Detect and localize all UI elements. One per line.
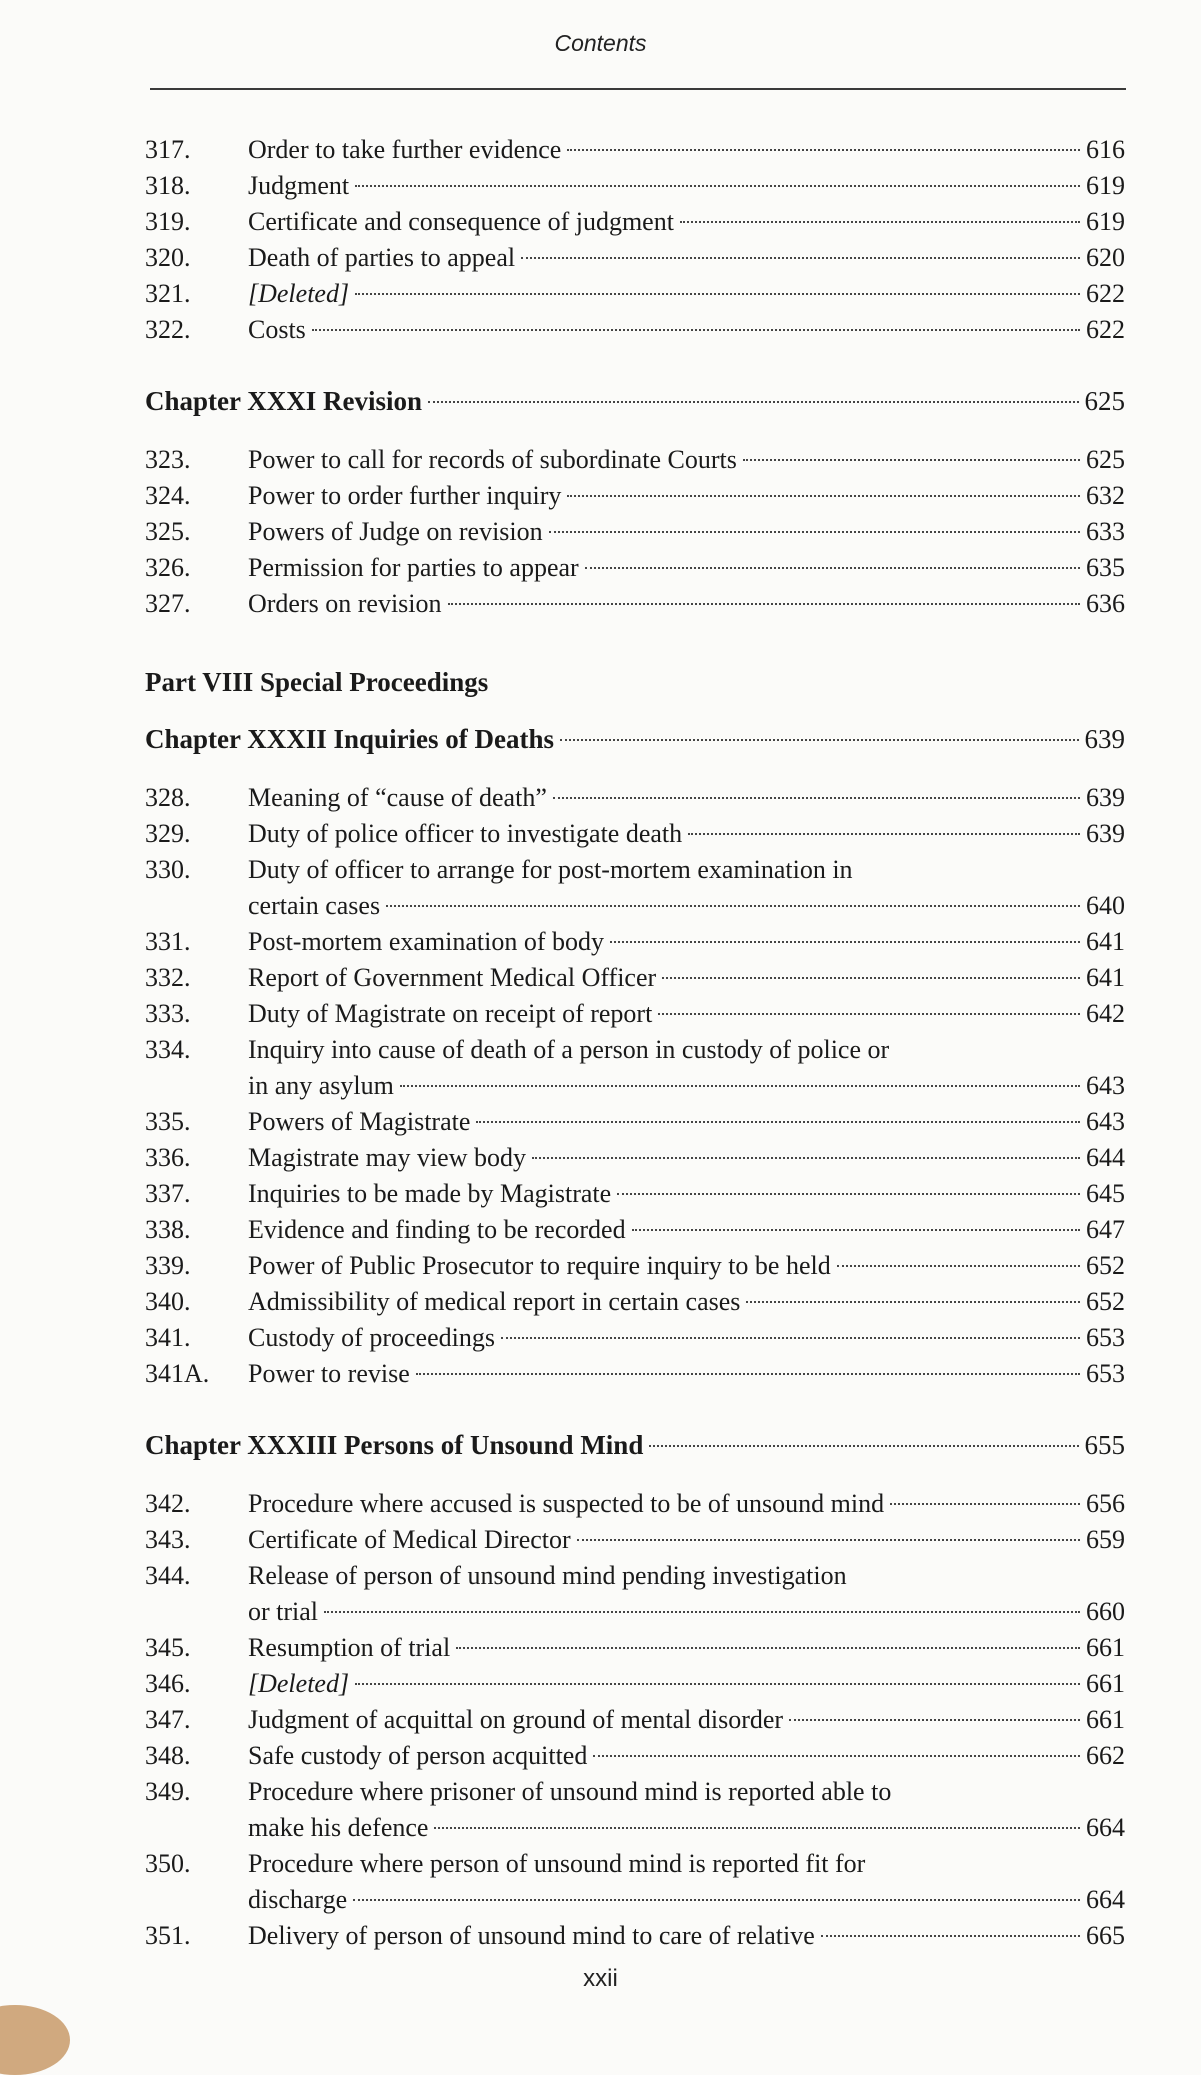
page-number: 653 bbox=[1086, 1323, 1125, 1352]
section-title: Post-mortem examination of body bbox=[248, 927, 605, 956]
section-number: 332. bbox=[145, 963, 191, 992]
toc-entry[interactable] bbox=[145, 1032, 1125, 1104]
toc-entry[interactable] bbox=[145, 816, 1125, 852]
dot-leader bbox=[416, 1373, 1080, 1375]
dot-leader bbox=[428, 401, 1078, 403]
section-number: 347. bbox=[145, 1705, 191, 1734]
toc-entry[interactable] bbox=[145, 204, 1125, 240]
section-number: 350. bbox=[145, 1849, 191, 1878]
chapter-heading[interactable] bbox=[145, 1430, 1125, 1474]
toc-entry[interactable] bbox=[145, 132, 1125, 168]
section-number: 335. bbox=[145, 1107, 191, 1136]
dot-leader bbox=[658, 1013, 1080, 1015]
section-number: 351. bbox=[145, 1921, 191, 1950]
section-title: Permission for parties to appear bbox=[248, 553, 579, 582]
section-title-line1: Duty of officer to arrange for post-mortem examination in bbox=[248, 855, 853, 884]
page-number: 619 bbox=[1086, 207, 1125, 236]
page-number: 639 bbox=[1086, 819, 1125, 848]
toc-entry[interactable] bbox=[145, 1558, 1125, 1630]
dot-leader bbox=[662, 977, 1080, 979]
chapter-heading[interactable] bbox=[145, 386, 1125, 430]
section-number: 340. bbox=[145, 1287, 191, 1316]
section-title: Report of Government Medical Officer bbox=[248, 963, 657, 992]
section-number: 348. bbox=[145, 1741, 191, 1770]
page-number: 644 bbox=[1086, 1143, 1125, 1172]
section-title-line2: or trial bbox=[248, 1597, 319, 1626]
toc-entry[interactable] bbox=[145, 852, 1125, 924]
toc-entry[interactable] bbox=[145, 780, 1125, 816]
page-number: 635 bbox=[1086, 553, 1125, 582]
dot-leader bbox=[324, 1611, 1080, 1613]
section-title-line1: Procedure where person of unsound mind is reported fit for bbox=[248, 1849, 866, 1878]
section-number: 346. bbox=[145, 1669, 191, 1698]
dot-leader bbox=[434, 1827, 1080, 1829]
section-number: 318. bbox=[145, 171, 191, 200]
section-title: Order to take further evidence bbox=[248, 135, 562, 164]
toc-entry[interactable] bbox=[145, 276, 1125, 312]
page-number: 625 bbox=[1084, 386, 1125, 416]
dot-leader bbox=[312, 329, 1080, 331]
dot-leader bbox=[560, 739, 1078, 741]
dot-leader bbox=[549, 531, 1080, 533]
dot-leader bbox=[789, 1719, 1080, 1721]
chapter-title: Chapter XXXIII Persons of Unsound Mind bbox=[145, 1430, 644, 1460]
section-title: Custody of proceedings bbox=[248, 1323, 495, 1352]
section-title-line2: discharge bbox=[248, 1885, 348, 1914]
page-number: 641 bbox=[1086, 927, 1125, 956]
section-title-line1: Procedure where prisoner of unsound mind is reported able to bbox=[248, 1777, 892, 1806]
section-number: 341A. bbox=[145, 1359, 210, 1388]
toc-entry[interactable] bbox=[145, 586, 1125, 622]
toc-entry[interactable] bbox=[145, 1248, 1125, 1284]
page-number: 647 bbox=[1086, 1215, 1125, 1244]
section-title-line1: Inquiry into cause of death of a person in custody of police or bbox=[248, 1035, 890, 1064]
dot-leader bbox=[448, 603, 1080, 605]
dot-leader bbox=[617, 1193, 1080, 1195]
chapter-title: Chapter XXXII Inquiries of Deaths bbox=[145, 724, 555, 754]
section-title: Admissibility of medical report in certain cases bbox=[248, 1287, 741, 1316]
section-title: Procedure where accused is suspected to be of unsound mind bbox=[248, 1489, 885, 1518]
section-title: Evidence and finding to be recorded bbox=[248, 1215, 626, 1244]
toc-entry[interactable] bbox=[145, 478, 1125, 514]
section-number: 328. bbox=[145, 783, 191, 812]
page-number: 645 bbox=[1086, 1179, 1125, 1208]
section-number: 319. bbox=[145, 207, 191, 236]
page-number: 622 bbox=[1086, 279, 1125, 308]
section-title: [Deleted] bbox=[248, 279, 350, 308]
section-number: 323. bbox=[145, 445, 191, 474]
section-number: 330. bbox=[145, 855, 191, 884]
section-number: 324. bbox=[145, 481, 191, 510]
section-number: 327. bbox=[145, 589, 191, 618]
dot-leader bbox=[400, 1085, 1080, 1087]
page-number: 636 bbox=[1086, 589, 1125, 618]
page-number: 653 bbox=[1086, 1359, 1125, 1388]
page-number: 661 bbox=[1086, 1705, 1125, 1734]
toc-entry[interactable] bbox=[145, 550, 1125, 586]
dot-leader bbox=[585, 567, 1080, 569]
toc-entry[interactable] bbox=[145, 1140, 1125, 1176]
toc-entry[interactable] bbox=[145, 1918, 1125, 1954]
section-title: Meaning of “cause of death” bbox=[248, 783, 547, 812]
toc-entry[interactable] bbox=[145, 312, 1125, 348]
page-number: 655 bbox=[1084, 1430, 1125, 1460]
page-number: 641 bbox=[1086, 963, 1125, 992]
page-number: 643 bbox=[1086, 1107, 1125, 1136]
section-number: 343. bbox=[145, 1525, 191, 1554]
dot-leader bbox=[521, 257, 1080, 259]
section-title: Safe custody of person acquitted bbox=[248, 1741, 588, 1770]
page-number: 662 bbox=[1086, 1741, 1125, 1770]
dot-leader bbox=[355, 1683, 1080, 1685]
section-title-line2: make his defence bbox=[248, 1813, 429, 1842]
section-number: 345. bbox=[145, 1633, 191, 1662]
thumb-shadow bbox=[0, 2005, 70, 2075]
page-number: 633 bbox=[1086, 517, 1125, 546]
toc-entry[interactable] bbox=[145, 924, 1125, 960]
page-number: 656 bbox=[1086, 1489, 1125, 1518]
section-title-line2: certain cases bbox=[248, 891, 381, 920]
dot-leader bbox=[746, 1301, 1080, 1303]
page-number: 639 bbox=[1086, 783, 1125, 812]
section-number: 331. bbox=[145, 927, 191, 956]
toc-entry[interactable] bbox=[145, 1846, 1125, 1918]
toc-entry[interactable] bbox=[145, 442, 1125, 478]
page-number: 661 bbox=[1086, 1633, 1125, 1662]
toc-entry[interactable] bbox=[145, 1212, 1125, 1248]
page-number: 659 bbox=[1086, 1525, 1125, 1554]
toc-entry[interactable] bbox=[145, 168, 1125, 204]
section-title: Duty of police officer to investigate death bbox=[248, 819, 683, 848]
toc-entry[interactable] bbox=[145, 996, 1125, 1032]
page-number: 661 bbox=[1086, 1669, 1125, 1698]
toc-entry[interactable] bbox=[145, 960, 1125, 996]
page-number: 642 bbox=[1086, 999, 1125, 1028]
section-title: Powers of Judge on revision bbox=[248, 517, 543, 546]
table-of-contents bbox=[145, 132, 1125, 1954]
section-number: 341. bbox=[145, 1323, 191, 1352]
section-title: Power to call for records of subordinate Courts bbox=[248, 445, 737, 474]
section-title: Orders on revision bbox=[248, 589, 442, 618]
dot-leader bbox=[532, 1157, 1080, 1159]
dot-leader bbox=[610, 941, 1080, 943]
toc-entry[interactable] bbox=[145, 1284, 1125, 1320]
toc-entry[interactable] bbox=[145, 240, 1125, 276]
toc-entry[interactable] bbox=[145, 1320, 1125, 1356]
section-number: 325. bbox=[145, 517, 191, 546]
page-number: 664 bbox=[1086, 1885, 1125, 1914]
toc-entry[interactable] bbox=[145, 514, 1125, 550]
page-number: 639 bbox=[1084, 724, 1125, 754]
section-title: Power to revise bbox=[248, 1359, 410, 1388]
section-title-line2: in any asylum bbox=[248, 1071, 394, 1100]
section-number: 337. bbox=[145, 1179, 191, 1208]
page-number: 640 bbox=[1086, 891, 1125, 920]
toc-entry[interactable] bbox=[145, 1738, 1125, 1774]
dot-leader bbox=[567, 149, 1080, 151]
dot-leader bbox=[577, 1539, 1080, 1541]
dot-leader bbox=[890, 1503, 1080, 1505]
toc-entry[interactable] bbox=[145, 1176, 1125, 1212]
dot-leader bbox=[501, 1337, 1080, 1339]
dot-leader bbox=[353, 1899, 1080, 1901]
section-number: 329. bbox=[145, 819, 191, 848]
dot-leader bbox=[821, 1935, 1080, 1937]
header-rule bbox=[150, 88, 1126, 90]
toc-entry[interactable] bbox=[145, 1702, 1125, 1738]
toc-entry[interactable] bbox=[145, 1104, 1125, 1140]
toc-entry[interactable] bbox=[145, 1356, 1125, 1392]
section-number: 322. bbox=[145, 315, 191, 344]
section-title: Inquiries to be made by Magistrate bbox=[248, 1179, 612, 1208]
dot-leader bbox=[649, 1445, 1078, 1447]
section-number: 320. bbox=[145, 243, 191, 272]
dot-leader bbox=[456, 1647, 1080, 1649]
page-number: 632 bbox=[1086, 481, 1125, 510]
dot-leader bbox=[386, 905, 1080, 907]
section-title: Costs bbox=[248, 315, 306, 344]
section-title: Delivery of person of unsound mind to care of relative bbox=[248, 1921, 815, 1950]
section-number: 333. bbox=[145, 999, 191, 1028]
toc-entry[interactable] bbox=[145, 1486, 1125, 1522]
section-title: Certificate and consequence of judgment bbox=[248, 207, 674, 236]
chapter-heading[interactable] bbox=[145, 724, 1125, 768]
part-heading[interactable]: Part VIII Special Proceedings bbox=[145, 667, 489, 697]
page-folio: xxii bbox=[583, 1965, 618, 1992]
section-title: Judgment of acquittal on ground of mental disorder bbox=[248, 1705, 784, 1734]
section-title: Certificate of Medical Director bbox=[248, 1525, 571, 1554]
section-title: Judgment bbox=[248, 171, 350, 200]
chapter-title: Chapter XXXI Revision bbox=[145, 386, 423, 416]
dot-leader bbox=[837, 1265, 1080, 1267]
dot-leader bbox=[476, 1121, 1080, 1123]
dot-leader bbox=[743, 459, 1080, 461]
section-number: 349. bbox=[145, 1777, 191, 1806]
section-number: 336. bbox=[145, 1143, 191, 1172]
page-title: Contents bbox=[554, 30, 647, 56]
toc-entry[interactable] bbox=[145, 1774, 1125, 1846]
dot-leader bbox=[567, 495, 1080, 497]
page-number: 622 bbox=[1086, 315, 1125, 344]
dot-leader bbox=[632, 1229, 1080, 1231]
section-title: Power of Public Prosecutor to require inquiry to be held bbox=[248, 1251, 831, 1280]
page-number: 664 bbox=[1086, 1813, 1125, 1842]
toc-entry[interactable] bbox=[145, 1630, 1125, 1666]
section-number: 321. bbox=[145, 279, 191, 308]
section-title: Resumption of trial bbox=[248, 1633, 451, 1662]
page-number: 652 bbox=[1086, 1251, 1125, 1280]
toc-entry[interactable] bbox=[145, 1666, 1125, 1702]
section-number: 339. bbox=[145, 1251, 191, 1280]
page-number: 665 bbox=[1086, 1921, 1125, 1950]
dot-leader bbox=[355, 293, 1080, 295]
section-number: 338. bbox=[145, 1215, 191, 1244]
section-number: 334. bbox=[145, 1035, 191, 1064]
page-number: 625 bbox=[1086, 445, 1125, 474]
section-title: Duty of Magistrate on receipt of report bbox=[248, 999, 653, 1028]
section-title: Magistrate may view body bbox=[248, 1143, 526, 1172]
dot-leader bbox=[593, 1755, 1080, 1757]
section-title: Powers of Magistrate bbox=[248, 1107, 471, 1136]
dot-leader bbox=[680, 221, 1080, 223]
page-number: 616 bbox=[1086, 135, 1125, 164]
page-number: 652 bbox=[1086, 1287, 1125, 1316]
page-number: 643 bbox=[1086, 1071, 1125, 1100]
page-number: 619 bbox=[1086, 171, 1125, 200]
section-title: Death of parties to appeal bbox=[248, 243, 516, 272]
section-title: Power to order further inquiry bbox=[248, 481, 562, 510]
section-number: 344. bbox=[145, 1561, 191, 1590]
section-title: [Deleted] bbox=[248, 1669, 350, 1698]
section-number: 317. bbox=[145, 135, 191, 164]
page-number: 620 bbox=[1086, 243, 1125, 272]
dot-leader bbox=[355, 185, 1080, 187]
toc-entry[interactable] bbox=[145, 1522, 1125, 1558]
dot-leader bbox=[553, 797, 1080, 799]
dot-leader bbox=[688, 833, 1080, 835]
section-number: 326. bbox=[145, 553, 191, 582]
section-number: 342. bbox=[145, 1489, 191, 1518]
page-number: 660 bbox=[1086, 1597, 1125, 1626]
section-title-line1: Release of person of unsound mind pending investigation bbox=[248, 1561, 847, 1590]
